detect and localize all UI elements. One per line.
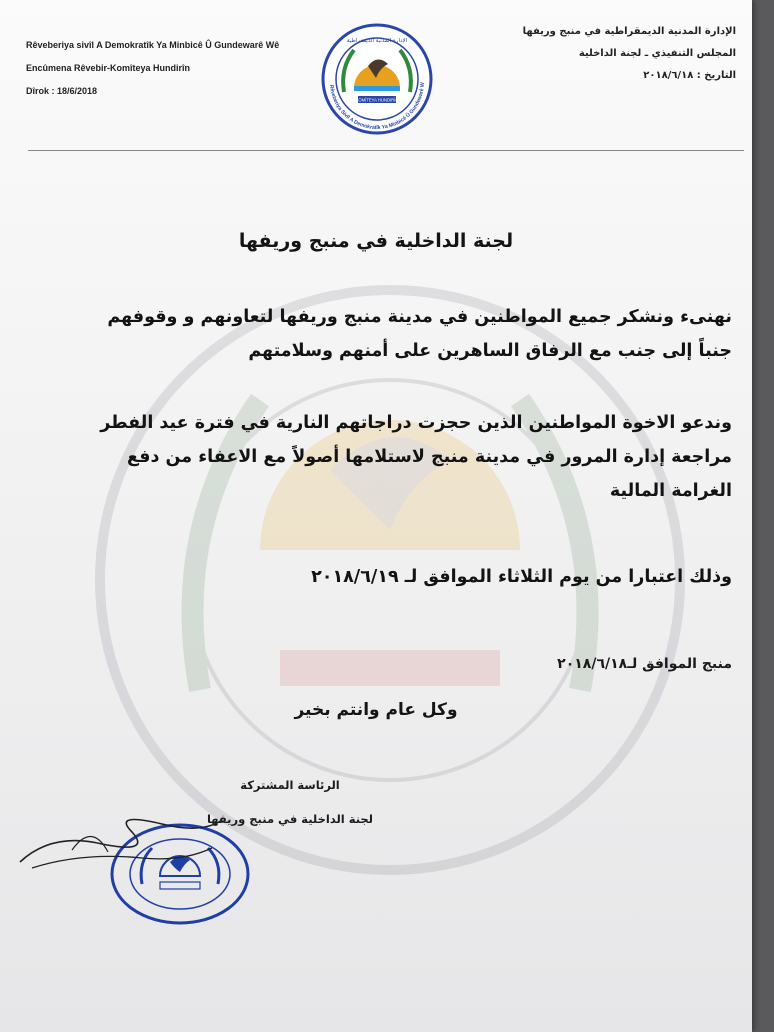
header-right-block [466, 26, 736, 92]
paragraph-thanks-line-2: جنباً إلى جنب مع الرفاق الساهرين على أمنهم وسلامتهم [248, 341, 732, 361]
paragraph-invitation-line-3: الغرامة المالية [609, 481, 732, 501]
paragraph-effective-date: وذلك اعتبارا من يوم الثلاثاء الموافق لـ ٢٠١٨/٦/١٩ [311, 567, 732, 587]
paragraph-invitation-line-2: مراجعة إدارة المرور في مدينة منبج لاستلامها أصولاً مع الاعفاء من دفع [127, 447, 732, 467]
logo-ring-text: Rêveberiya Sivîl A Demokratîk Ya Minbicê Û Gundewarê W [328, 82, 427, 132]
header-right-org: الإدارة المدنية الديمقراطية في منبج وريفها [522, 26, 736, 37]
paragraph-invitation [28, 406, 732, 508]
closing-greeting: وكل عام وانتم بخير [294, 700, 458, 720]
header-left-block [26, 40, 286, 109]
logo-top-text: الإدارة المدنية الديمقراطية [346, 38, 408, 44]
header-left-council: Encûmena Rêvebir-Komîteya Hundirîn [26, 63, 191, 73]
logo-inner-text: KOMÎTEYA HUNDIRÎN [355, 97, 399, 103]
closing-date-line: منبج الموافق لـ٢٠١٨/٦/١٨ [557, 656, 732, 672]
header-divider [28, 150, 744, 151]
signature-committee: لجنة الداخلية في منبج وريفها [206, 812, 374, 826]
handwritten-signature [12, 802, 232, 882]
header-logo [320, 22, 434, 136]
header-left-date: Dîrok : 18/6/2018 [26, 86, 98, 96]
signature-role: الرئاسة المشتركة [240, 778, 340, 792]
paragraph-invitation-line-1: وندعو الاخوة المواطنين الذين حجزت دراجاتهم النارية في فترة عيد الفطر [100, 413, 732, 433]
paragraph-thanks [28, 300, 732, 368]
document-title: لجنة الداخلية في منبج وريفها [238, 230, 514, 252]
header-right-date: التاريخ : ٢٠١٨/٦/١٨ [643, 70, 736, 81]
paragraph-thanks-line-1: نهنىء ونشكر جميع المواطنين في مدينة منبج وريفها لتعاونهم و وقوفهم [107, 307, 732, 327]
header-right-council: المجلس التنفيذي ـ لجنة الداخلية [578, 48, 736, 59]
header-left-org: Rêveberiya sivîl A Demokratîk Ya Minbicê Û Gundewarê Wê [26, 40, 280, 50]
